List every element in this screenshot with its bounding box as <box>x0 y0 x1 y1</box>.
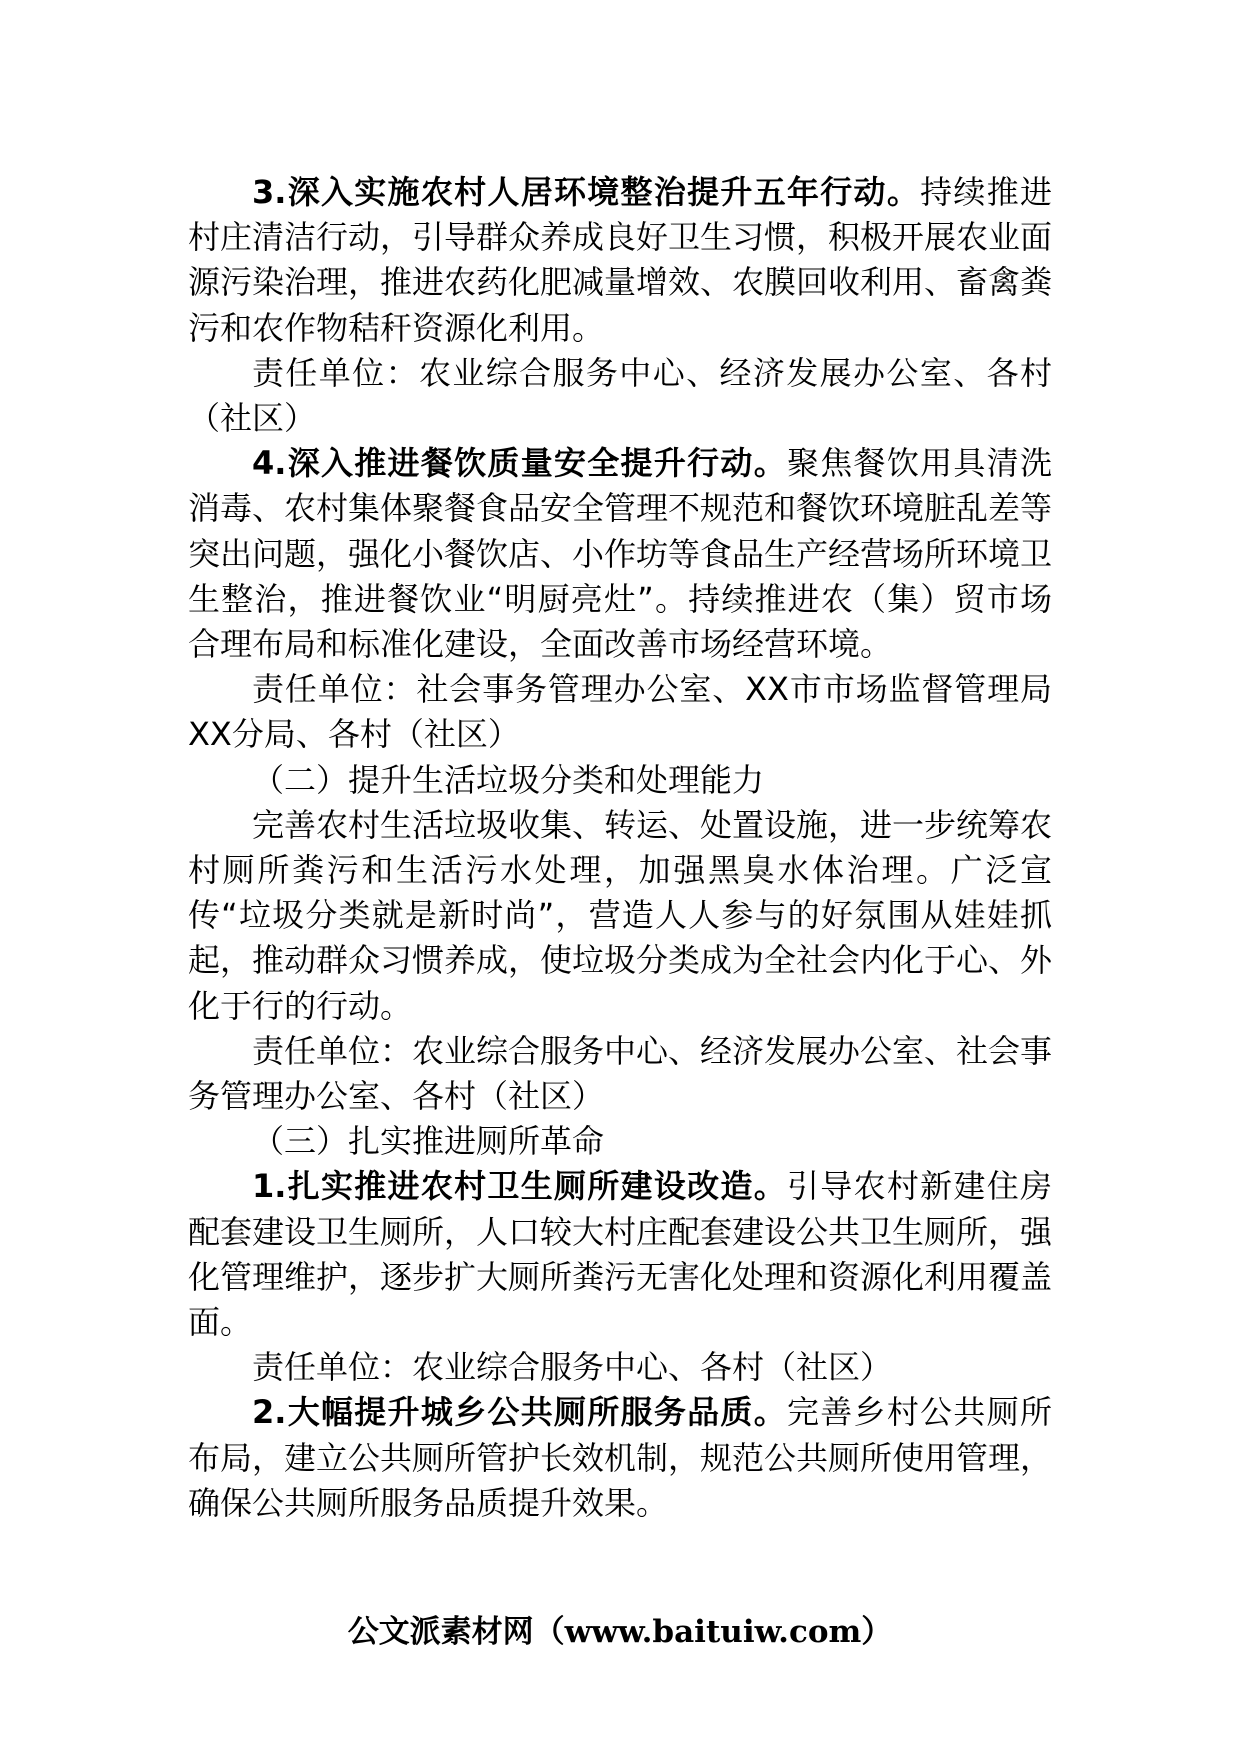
paragraph-text: 引导农村新建住房配套建设卫生厕所，人口较大村庄配套建设公共卫生厕所，强化管理维护，逐步扩大厕所粪污无害化处理和资源化利用覆盖面。 <box>188 1167 1053 1342</box>
responsible-units <box>188 1029 1052 1119</box>
paragraph-lead: 4.深入推进餐饮质量安全提升行动。 <box>252 444 787 483</box>
paragraph-text: 完善乡村公共厕所布局，建立公共厕所管护长效机制，规范公共厕所使用管理，确保公共厕所服务品质提升效果。 <box>188 1393 1053 1522</box>
paragraph-lead: 1.扎实推进农村卫生厕所建设改造。 <box>252 1167 787 1206</box>
paragraph-text: 责任单位：社会事务管理办公室、XX市市场监督管理局XX分局、各村（社区） <box>188 670 1052 754</box>
paragraph-text: 持续推进村庄清洁行动，引导群众养成良好卫生习惯，积极开展农业面源污染治理，推进农药化肥减量增效、农膜回收利用、畜禽粪污和农作物秸秆资源化利用。 <box>188 173 1053 347</box>
section-heading <box>188 758 1052 803</box>
paragraph-text: 责任单位：农业综合服务中心、经济发展办公室、各村（社区） <box>188 353 1052 438</box>
paragraph <box>188 803 1052 1029</box>
responsible-units <box>188 667 1052 757</box>
responsible-units <box>188 1345 1052 1390</box>
paragraph-lead: 3.深入实施农村人居环境整治提升五年行动。 <box>252 173 921 211</box>
paragraph-text: 完善农村生活垃圾收集、转运、处置设施，进一步统筹农村厕所粪污和生活污水处理，加强黑臭水体治理。广泛宣传“垃圾分类就是新时尚”，营造人人参与的好氛围从娃娃抓起，推动群众习惯养成，使垃圾分类成为全社会内化于心、外化于行的行动。 <box>188 805 1053 1025</box>
section-heading <box>188 1119 1052 1164</box>
paragraph-item-3 <box>188 170 1052 351</box>
paragraph-text: 责任单位：农业综合服务中心、经济发展办公室、社会事务管理办公室、各村（社区） <box>188 1031 1053 1116</box>
paragraph-item-4 <box>188 441 1052 667</box>
paragraph-lead: 2.大幅提升城乡公共厕所服务品质。 <box>252 1393 787 1432</box>
document-body <box>188 170 1052 1526</box>
paragraph-text: （二）提升生活垃圾分类和处理能力 <box>252 760 765 799</box>
paragraph-text: （三）扎实推进厕所革命 <box>252 1122 605 1161</box>
footer-watermark: 公文派素材网（www.baituiw.com） <box>347 1614 893 1650</box>
responsible-units <box>188 351 1052 441</box>
paragraph-text: 责任单位：农业综合服务中心、各村（社区） <box>252 1348 893 1387</box>
paragraph-item-2 <box>188 1390 1052 1526</box>
paragraph-text: 聚焦餐饮用具清洗消毒、农村集体聚餐食品安全管理不规范和餐饮环境脏乱差等突出问题，强化小餐饮店、小作坊等食品生产经营场所环境卫生整治，推进餐饮业“明厨亮灶”。持续推进农（集）贸市场合理布局和标准化建设，全面改善市场经营环境。 <box>188 444 1053 664</box>
paragraph-item-1 <box>188 1164 1052 1345</box>
